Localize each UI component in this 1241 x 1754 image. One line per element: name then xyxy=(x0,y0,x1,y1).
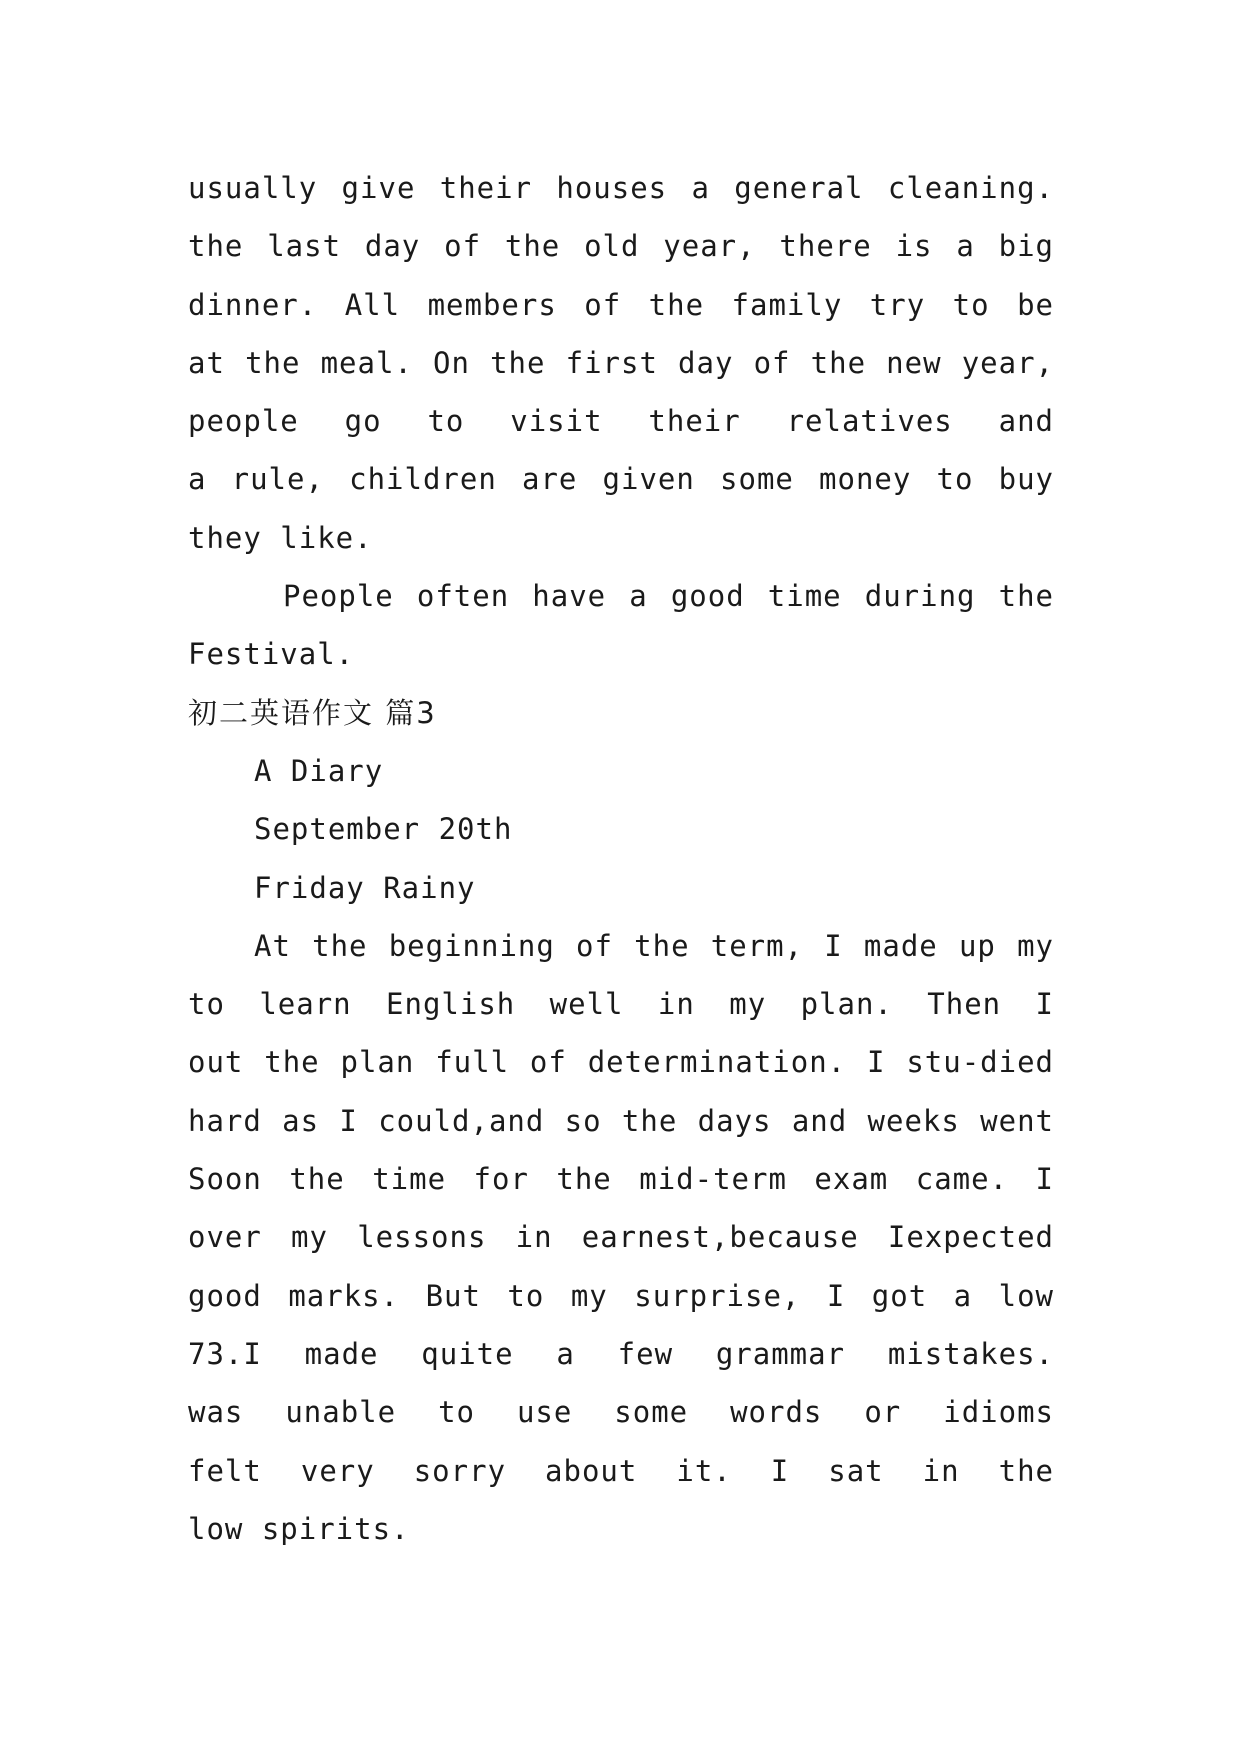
diary-title: A Diary xyxy=(254,753,384,788)
text-line: they like. xyxy=(188,520,373,555)
text-line: people go to visit their relatives and xyxy=(188,404,1054,439)
text-line: the last day of the old year, there is a big xyxy=(188,229,1054,264)
text-line: over my lessons in earnest,because Iexpected xyxy=(188,1220,1054,1255)
text-line: Festival. xyxy=(188,637,355,672)
diary-date: September 20th xyxy=(254,812,513,847)
section-heading: 初二英语作文 篇3 xyxy=(188,695,437,730)
text-line: People often have a good time during the xyxy=(283,579,1054,614)
text-line: low spirits. xyxy=(188,1511,410,1546)
document-body xyxy=(188,159,1054,1558)
text-line: good marks. But to my surprise, I got a low xyxy=(188,1278,1054,1313)
text-line: to learn English well in my plan. Then I xyxy=(188,987,1054,1022)
text-line: was unable to use some words or idioms xyxy=(188,1395,1054,1430)
text-line: 73.I made quite a few grammar mistakes. xyxy=(188,1336,1054,1371)
text-line: out the plan full of determination. I stu-died xyxy=(188,1045,1054,1080)
text-line: hard as I could,and so the days and weeks went xyxy=(188,1103,1054,1138)
text-line: felt very sorry about it. I sat in the xyxy=(188,1453,1054,1488)
text-line: usually give their houses a general cleaning. xyxy=(188,171,1054,205)
diary-day-weather: Friday Rainy xyxy=(254,870,476,905)
text-line: a rule, children are given some money to buy xyxy=(188,462,1054,497)
text-line: dinner. All members of the family try to be xyxy=(188,287,1054,322)
text-line: at the meal. On the first day of the new year, xyxy=(188,345,1054,380)
text-line: Soon the time for the mid-term exam came. I xyxy=(188,1162,1054,1197)
text-line: At the beginning of the term, I made up my xyxy=(254,928,1054,963)
